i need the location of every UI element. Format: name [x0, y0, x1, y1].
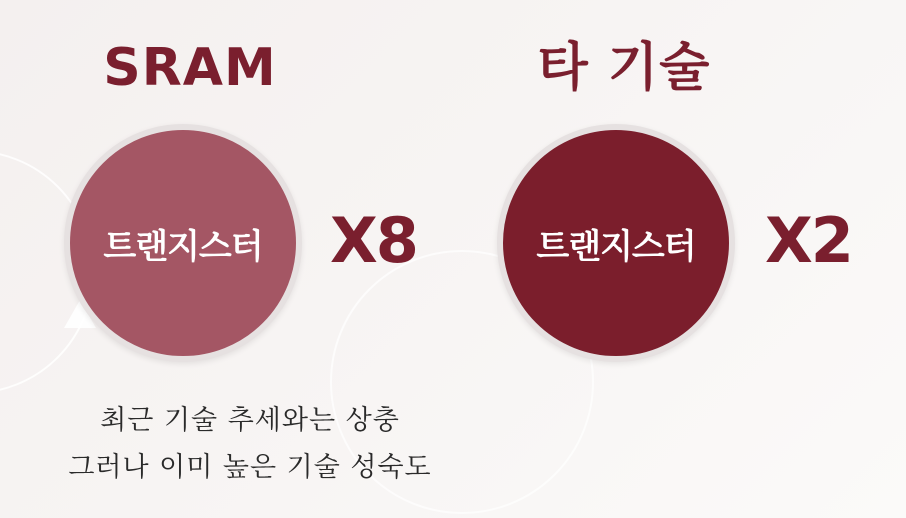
- caption-line-1: 최근 기술 추세와는 상충: [100, 405, 400, 436]
- other-tech-transistor-circle: [497, 124, 735, 362]
- caption-line-2: 그러나 이미 높은 기술 성숙도: [68, 452, 432, 483]
- other-tech-multiplier: X2: [765, 204, 852, 277]
- sram-transistor-circle: [64, 124, 302, 362]
- sram-title: SRAM: [103, 38, 277, 98]
- sram-transistor-label: 트랜지스터: [103, 226, 263, 267]
- other-tech-transistor-label: 트랜지스터: [536, 226, 696, 267]
- sram-multiplier: X8: [330, 204, 417, 277]
- other-tech-title: 타 기술: [537, 38, 711, 98]
